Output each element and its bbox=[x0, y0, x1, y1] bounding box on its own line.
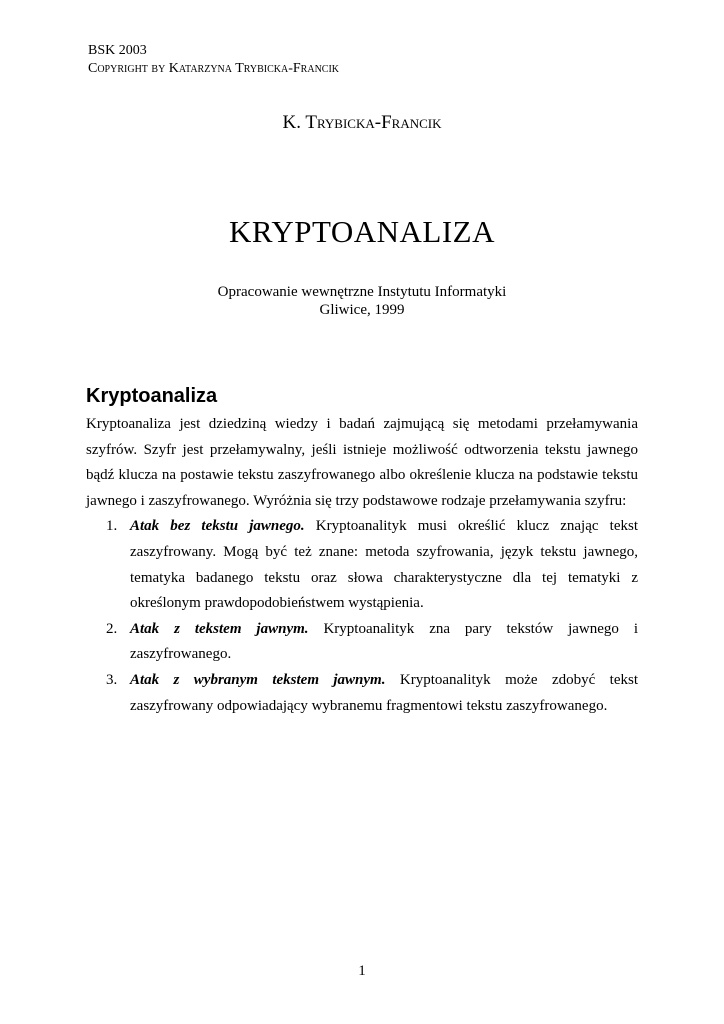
document-title: KRYPTOANALIZA bbox=[229, 214, 495, 249]
page-header bbox=[88, 42, 339, 78]
attack-types-list bbox=[86, 514, 638, 719]
section-heading: Kryptoanaliza bbox=[86, 385, 218, 407]
intro-paragraph: Kryptoanaliza jest dziedziną wiedzy i badań zajmującą się metodami przełamywania szyfrów. Szyfr jest przełamywalny, jeśli istnieje możliwość odtworzenia tekstu jawnego bądź klucza na postawie tekstu zaszyfrowanego albo określenie klucza na podstawie tekstu jawnego i zaszyfrowanego. Wyróżnia się trzy podstawowe rodzaje przełamywania szyfru: bbox=[86, 416, 638, 509]
list-item-number: 2. bbox=[106, 620, 118, 637]
list-item-text: Kryptoanalityk zna pary tekstów jawnego i zaszyfrowanego. bbox=[130, 620, 638, 663]
list-item-lead: Atak z wybranym tekstem jawnym. bbox=[130, 671, 386, 688]
list-item-number: 1. bbox=[106, 518, 118, 535]
subtitle-institution: Opracowanie wewnętrzne Instytutu Informatyki bbox=[217, 284, 507, 300]
list-item-text: Kryptoanalityk musi określić klucz znając tekst zaszyfrowany. Mogą być też znane: metoda szyfrowania, język tekstu jawnego, tematyka badanego tekstu oraz słowa charakterystyczne dla tej tematyki z określonym prawdopodobieństwem wystąpienia. bbox=[130, 518, 638, 612]
document-subtitle bbox=[0, 283, 724, 319]
header-course-year: BSK 2003 bbox=[88, 43, 147, 58]
author-name: K. Trybicka-Francik bbox=[282, 112, 442, 133]
list-item-lead: Atak z tekstem jawnym. bbox=[130, 620, 309, 637]
list-item-lead: Atak bez tekstu jawnego. bbox=[130, 518, 305, 535]
header-copyright: Copyright by Katarzyna Trybicka-Francik bbox=[88, 61, 340, 76]
list-item bbox=[86, 668, 638, 719]
list-item-number: 3. bbox=[106, 671, 118, 688]
section-body bbox=[86, 412, 638, 719]
list-item bbox=[86, 617, 638, 668]
list-item-text: Kryptoanalityk może zdobyć tekst zaszyfrowany odpowiadający wybranemu fragmentowi tekstu zaszyfrowanego. bbox=[130, 671, 638, 714]
subtitle-place-date: Gliwice, 1999 bbox=[319, 302, 405, 318]
page-number: 1 bbox=[358, 963, 366, 979]
list-item bbox=[86, 514, 638, 616]
